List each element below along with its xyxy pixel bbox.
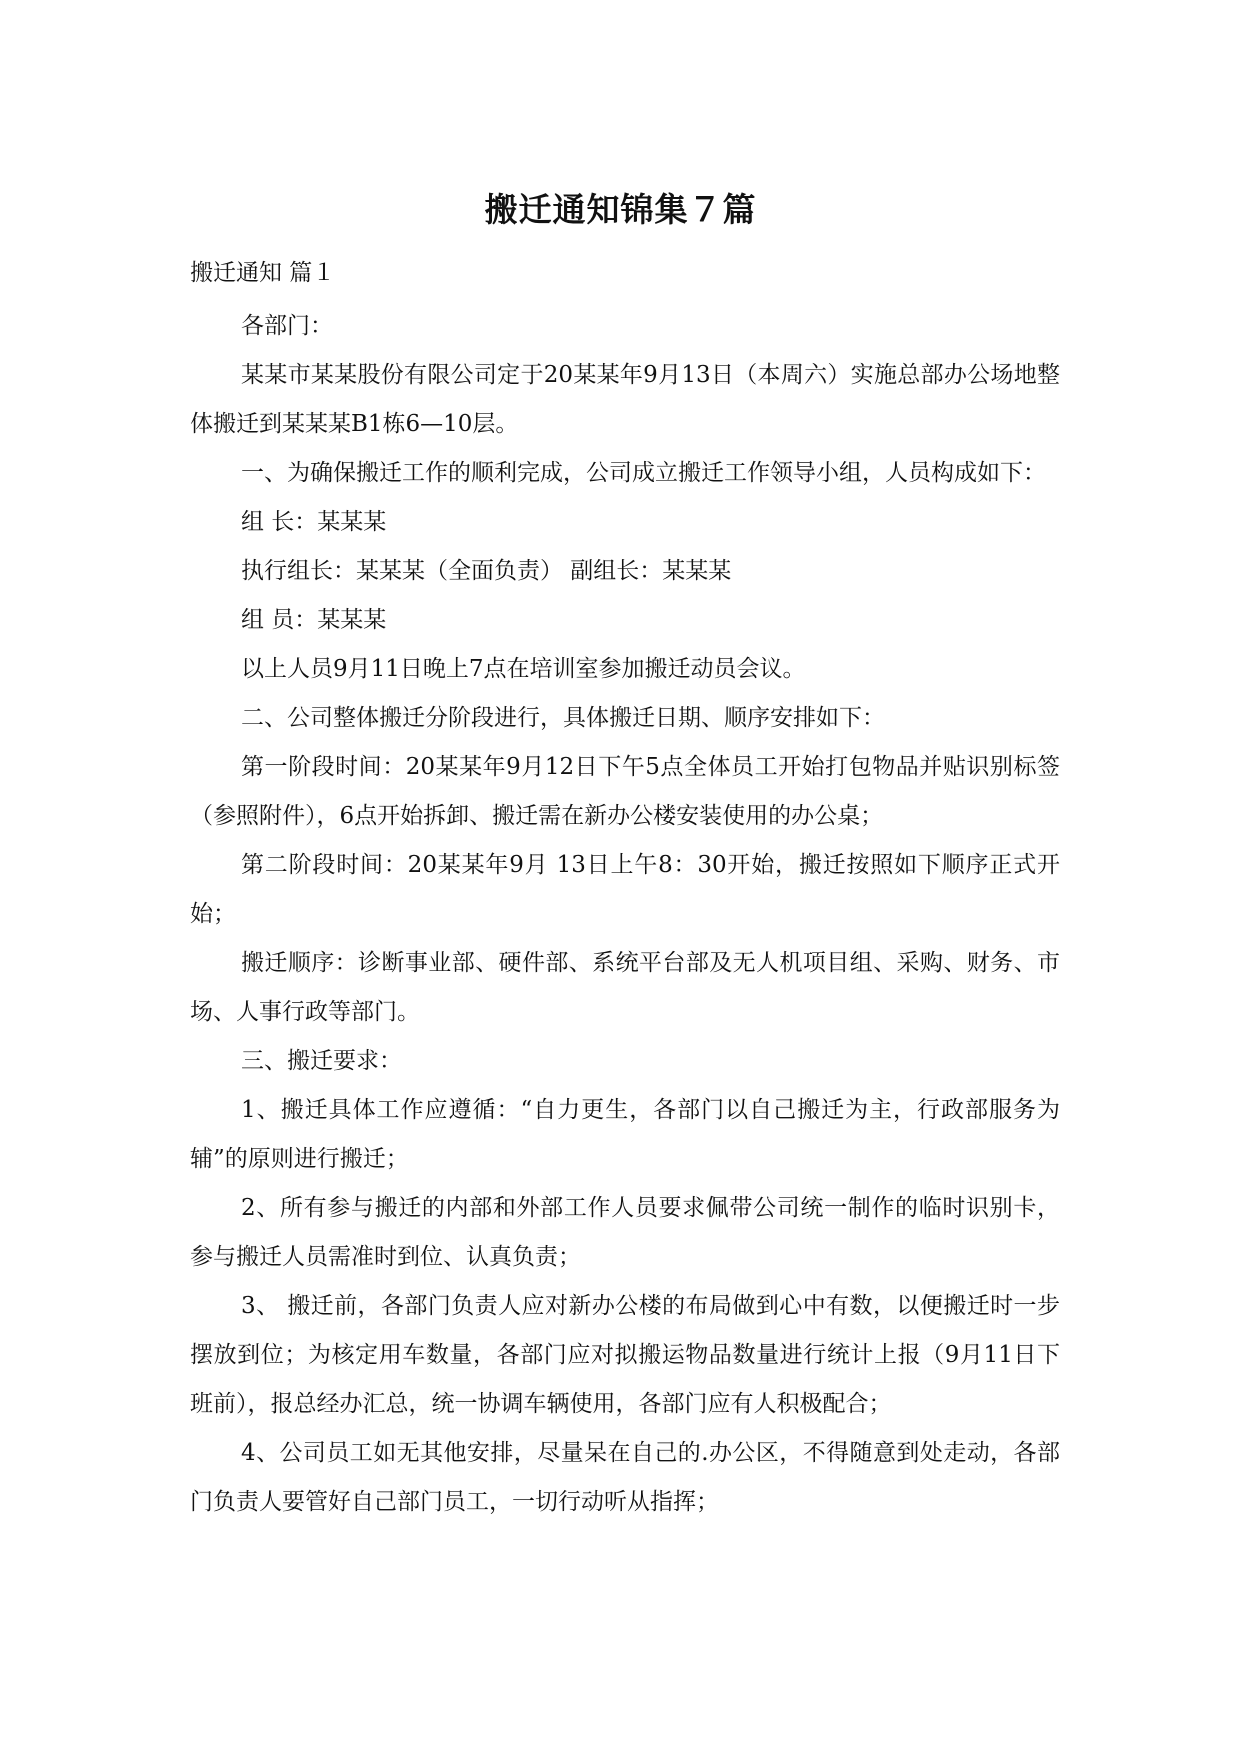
paragraph: 某某市某某股份有限公司定于20某某年9月13日（本周六）实施总部办公场地整体搬迁到某某某B1栋6—10层。: [190, 362, 1060, 437]
paragraph: 执行组长：某某某（全面负责） 副组长：某某某: [241, 558, 732, 584]
paragraph: 搬迁顺序：诊断事业部、硬件部、系统平台部及无人机项目组、采购、财务、市场、人事行政等部门。: [190, 950, 1060, 1025]
paragraph: 一、为确保搬迁工作的顺利完成，公司成立搬迁工作领导小组，人员构成如下：: [241, 460, 1046, 486]
document-body: [190, 302, 1060, 1527]
paragraph: 3、 搬迁前，各部门负责人应对新办公楼的布局做到心中有数，以便搬迁时一步摆放到位；为核定用车数量，各部门应对拟搬运物品数量进行统计上报（9月11日下班前），报总经办汇总，统一协调车辆使用，各部门应有人积极配合；: [190, 1293, 1060, 1417]
paragraph: 第二阶段时间：20某某年9月 13日上午8：30开始，搬迁按照如下顺序正式开始；: [190, 852, 1060, 927]
paragraph: 组 长：某某某: [241, 509, 387, 535]
document-title: 搬迁通知锦集７篇: [484, 190, 757, 229]
paragraph: 二、公司整体搬迁分阶段进行，具体搬迁日期、顺序安排如下：: [241, 705, 885, 731]
paragraph: 组 员：某某某: [241, 607, 387, 633]
paragraph: 4、公司员工如无其他安排，尽量呆在自己的.办公区，不得随意到处走动，各部门负责人要管好自己部门员工，一切行动听从指挥；: [190, 1440, 1060, 1515]
paragraph: 第一阶段时间：20某某年9月12日下午5点全体员工开始打包物品并贴识别标签（参照附件），6点开始拆卸、搬迁需在新办公楼安装使用的办公桌；: [190, 754, 1060, 829]
paragraph: 各部门：: [241, 313, 333, 339]
paragraph: 1、搬迁具体工作应遵循：“自力更生，各部门以自己搬迁为主，行政部服务为辅”的原则进行搬迁；: [190, 1097, 1060, 1172]
section-heading: 搬迁通知 篇１: [190, 260, 336, 286]
paragraph: 三、搬迁要求：: [241, 1048, 402, 1074]
paragraph: 以上人员9月11日晚上7点在培训室参加搬迁动员会议。: [241, 656, 806, 682]
paragraph: 2、所有参与搬迁的内部和外部工作人员要求佩带公司统一制作的临时识别卡，参与搬迁人员需准时到位、认真负责；: [190, 1195, 1060, 1270]
